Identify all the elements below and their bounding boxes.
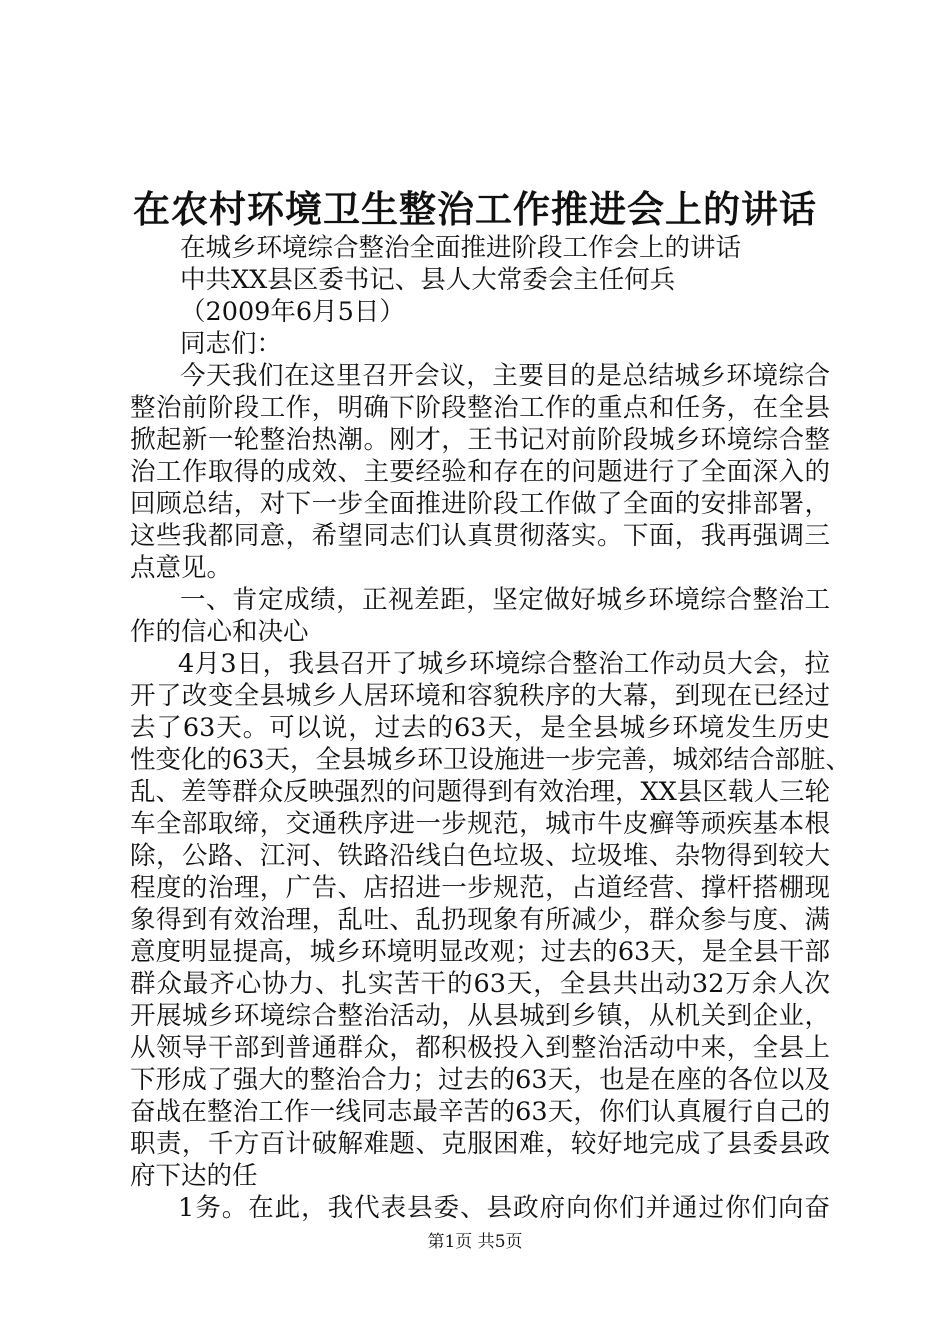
paragraph-line: 除，公路、江河、铁路沿线白色垃圾、垃圾堆、杂物得到较大 [130, 841, 830, 871]
speaker-line: 中共XX县区委书记、县人大常委会主任何兵 [180, 265, 676, 295]
paragraph-line: 去了63天。可以说，过去的63天，是全县城乡环境发生历史 [130, 713, 830, 743]
subtitle-line: 在城乡环境综合整治全面推进阶段工作会上的讲话 [180, 233, 742, 263]
paragraph-line: 整治前阶段工作，明确下阶段整治工作的重点和任务，在全县 [130, 393, 830, 423]
paragraph-line: 4月3日，我县召开了城乡环境综合整治工作动员大会，拉 [178, 649, 830, 679]
paragraph-line: 1务。在此，我代表县委、县政府向你们并通过你们向奋 [178, 1193, 830, 1223]
paragraph-line: 从领导干部到普通群众，都积极投入到整治活动中来，全县上 [130, 1033, 830, 1063]
paragraph-line: 这些我都同意，希望同志们认真贯彻落实。下面，我再强调三 [130, 521, 830, 551]
section-heading-line: 一、肯定成绩，正视差距，坚定做好城乡环境综合整治工 [180, 585, 830, 615]
paragraph-line: 府下达的任 [130, 1161, 258, 1191]
paragraph-line: 下形成了强大的整治合力；过去的63天，也是在座的各位以及 [130, 1065, 830, 1095]
paragraph-line: 车全部取缔，交通秩序进一步规范，城市牛皮癣等顽疾基本根 [130, 809, 830, 839]
paragraph-line: 治工作取得的成效、主要经验和存在的问题进行了全面深入的 [130, 457, 830, 487]
paragraph-line: 开了改变全县城乡人居环境和容貌秩序的大幕，到现在已经过 [130, 681, 830, 711]
paragraph-line: 掀起新一轮整治热潮。刚才，王书记对前阶段城乡环境综合整 [130, 425, 830, 455]
paragraph-line: 意度明显提高，城乡环境明显改观；过去的63天，是全县干部 [130, 937, 830, 967]
paragraph-line: 点意见。 [130, 553, 233, 583]
paragraph-line: 性变化的63天，全县城乡环卫设施进一步完善，城郊结合部脏、 [130, 745, 851, 775]
paragraph-line: 开展城乡环境综合整治活动，从县城到乡镇，从机关到企业， [130, 1001, 830, 1031]
paragraph-line: 今天我们在这里召开会议，主要目的是总结城乡环境综合 [180, 361, 830, 391]
page-indicator: 第1页 共5页 [427, 1232, 523, 1252]
document-body [130, 232, 851, 1224]
paragraph-line: 职责，千方百计破解难题、克服困难，较好地完成了县委县政 [130, 1129, 830, 1159]
paragraph-line: 回顾总结，对下一步全面推进阶段工作做了全面的安排部署， [130, 489, 830, 519]
paragraph-line: 乱、差等群众反映强烈的问题得到有效治理，XX县区载人三轮 [130, 777, 830, 807]
salutation-line: 同志们： [180, 329, 283, 359]
paragraph-line: 象得到有效治理，乱吐、乱扔现象有所减少，群众参与度、满 [130, 905, 830, 935]
date-line: （2009年6月5日） [180, 297, 405, 327]
paragraph-line: 程度的治理，广告、店招进一步规范，占道经营、撑杆搭棚现 [130, 873, 830, 903]
paragraph-line: 群众最齐心协力、扎实苦干的63天，全县共出动32万余人次 [130, 969, 830, 999]
document-title: 在农村环境卫生整治工作推进会上的讲话 [133, 187, 817, 231]
section-heading-line: 作的信心和决心 [130, 617, 309, 647]
paragraph-line: 奋战在整治工作一线同志最辛苦的63天，你们认真履行自己的 [130, 1097, 830, 1127]
